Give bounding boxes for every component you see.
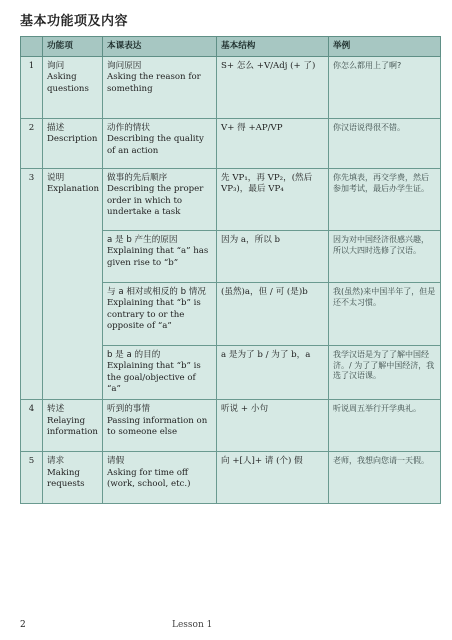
function-en: Relaying information [47, 415, 98, 438]
function-table [20, 36, 441, 504]
expression-zh: 听到的事情 [107, 404, 150, 415]
lesson-label: Lesson 1 [172, 620, 213, 630]
expression-zh: 动作的情状 [107, 123, 150, 133]
structure-cell: 先 VP₁，再 VP₂，(然后 VP₃)，最后 VP₄ [217, 169, 329, 231]
column-header-function: 功能项 [43, 37, 103, 57]
expression-cell [103, 119, 217, 169]
function-cell [43, 119, 103, 169]
table-row [21, 400, 441, 452]
expression-cell [103, 231, 217, 283]
row-number: 2 [21, 119, 43, 169]
function-en: Explanation [47, 184, 100, 195]
structure-cell: S+ 怎么 +V/Adj (+ 了) [217, 57, 329, 119]
expression-cell [103, 283, 217, 346]
expression-en: Describing the quality of an action [107, 134, 204, 156]
row-number: 4 [21, 400, 43, 452]
example-cell: 老师，我想向您请一天假。 [329, 452, 441, 504]
expression-cell [103, 169, 217, 231]
function-en: Making requests [47, 467, 85, 490]
expression-zh: 做事的先后顺序 [107, 173, 168, 183]
expression-en: Asking the reason for something [107, 72, 201, 94]
expression-en: Explaining that “b” is the goal/objective of “a” [107, 361, 201, 395]
row-number: 5 [21, 452, 43, 504]
expression-zh: 询问原因 [107, 61, 142, 71]
function-en: Asking questions [47, 72, 89, 94]
expression-en: Asking for time off (work, school, etc.) [107, 467, 191, 490]
function-zh: 询问 [47, 61, 65, 71]
table-row [21, 452, 441, 504]
example-cell: 你怎么都用上了啊? [329, 57, 441, 119]
function-cell [43, 57, 103, 119]
page-number: 2 [20, 620, 26, 630]
function-cell [43, 400, 103, 452]
structure-cell: 向 +[人]+ 请 (个) 假 [217, 452, 329, 504]
table-header-row [21, 37, 441, 57]
table-row [21, 169, 441, 231]
row-number: 3 [21, 169, 43, 400]
example-cell: 你先填表，再交学费，然后参加考试，最后办学生证。 [329, 169, 441, 231]
column-header-number [21, 37, 43, 57]
function-zh: 说明 [47, 173, 65, 183]
column-header-example: 举例 [329, 37, 441, 57]
expression-cell [103, 452, 217, 504]
table-row [21, 119, 441, 169]
structure-cell: 听说 + 小句 [217, 400, 329, 452]
section-heading: 基本功能项及内容 [20, 14, 129, 29]
structure-cell: 因为 a，所以 b [217, 231, 329, 283]
function-en: Description [47, 134, 98, 145]
structure-cell: a 是为了 b / 为了 b，a [217, 346, 329, 400]
expression-zh: 与 a 相对或相反的 b 情况 [107, 287, 206, 297]
function-cell [43, 452, 103, 504]
example-cell: 听说周五举行开学典礼。 [329, 400, 441, 452]
example-cell: 我(虽然)来中国半年了，但是还不太习惯。 [329, 283, 441, 346]
table-row [21, 57, 441, 119]
function-zh: 描述 [47, 123, 65, 133]
expression-en: Passing information on to someone else [107, 415, 208, 438]
expression-zh: 请假 [107, 456, 125, 467]
expression-cell [103, 400, 217, 452]
expression-cell [103, 346, 217, 400]
row-number: 1 [21, 57, 43, 119]
expression-en: Explaining that “a” has given rise to “b” [107, 246, 209, 268]
expression-zh: a 是 b 产生的原因 [107, 235, 178, 245]
structure-cell: (虽然)a，但 / 可 (是)b [217, 283, 329, 346]
expression-zh: b 是 a 的目的 [107, 350, 161, 360]
function-cell [43, 169, 103, 400]
example-cell: 你汉语说得很不错。 [329, 119, 441, 169]
expression-en: Explaining that “b” is contrary to or the opposite of “a” [107, 298, 201, 332]
function-zh: 请求 [47, 456, 65, 467]
column-header-structure: 基本结构 [217, 37, 329, 57]
column-header-expression: 本课表达 [103, 37, 217, 57]
structure-cell: V+ 得 +AP/VP [217, 119, 329, 169]
example-cell: 我学汉语是为了了解中国经济。/ 为了了解中国经济，我选了汉语课。 [329, 346, 441, 400]
expression-cell [103, 57, 217, 119]
function-zh: 转述 [47, 404, 65, 415]
example-cell: 因为对中国经济很感兴趣，所以大四时选修了汉语。 [329, 231, 441, 283]
expression-en: Describing the proper order in which to undertake a task [107, 184, 204, 218]
